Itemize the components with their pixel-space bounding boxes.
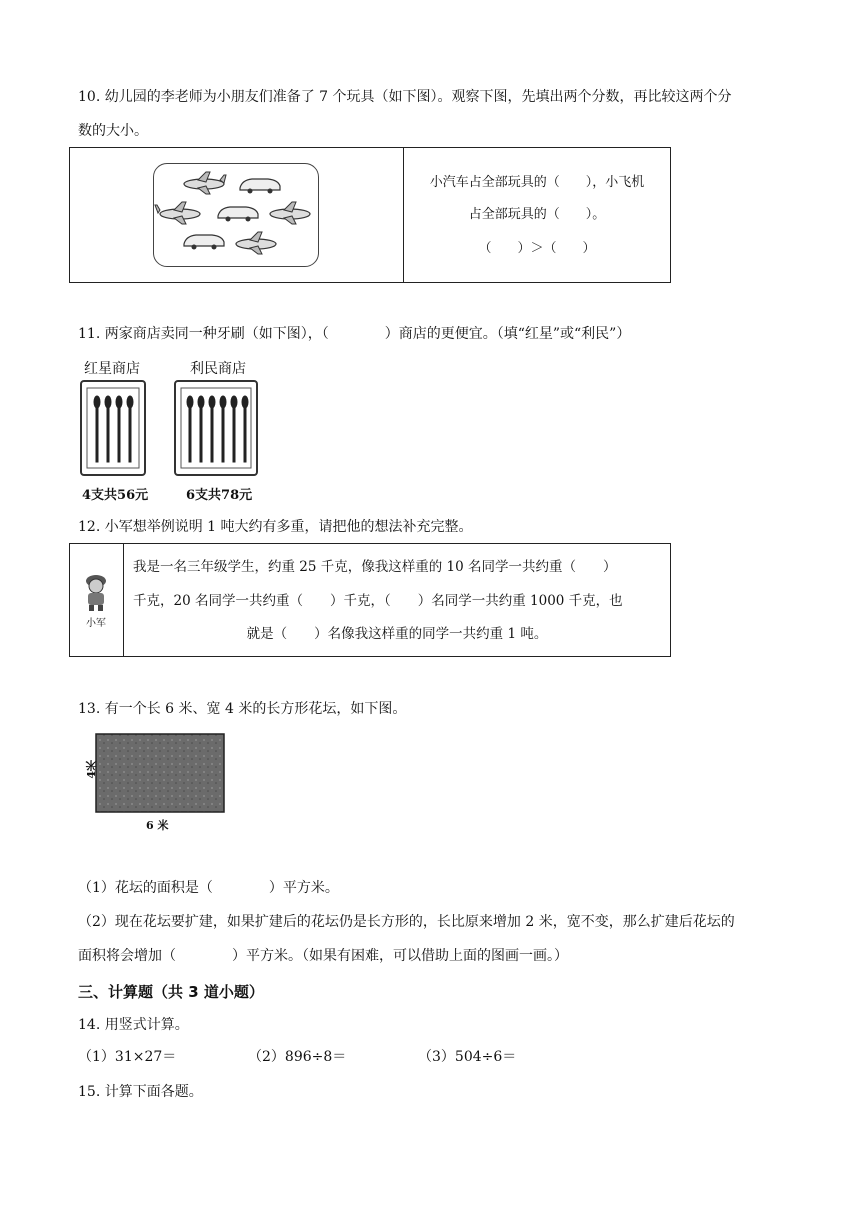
q14-item-1: （1）31×27＝ (78, 1049, 177, 1065)
q14-text-line1: 14. 用竖式计算。 (78, 1017, 189, 1033)
q15-text-line1: 15. 计算下面各题。 (78, 1084, 203, 1100)
shop2-price: 6支共78元 (186, 488, 253, 503)
toys-picture (154, 164, 320, 268)
shop2-name: 利民商店 (190, 361, 246, 377)
q12-text-1: 我是一名三年级学生，约重 25 千克，像我这样重的 10 名同学一共约重（ ） (133, 559, 617, 575)
q13-text-line1: 13. 有一个长 6 米、宽 4 米的长方形花坛，如下图。 (78, 701, 407, 717)
plane-icon (270, 202, 310, 224)
boy-icon (76, 572, 116, 612)
shop1-price: 4支共56元 (82, 488, 149, 503)
q10-text-line1: 10. 幼儿园的李老师为小朋友们准备了 7 个玩具（如下图）。观察下图，先填出两个分数，再比较这两个分 (78, 89, 732, 105)
q14-item-3: （3）504÷6＝ (418, 1049, 517, 1065)
q13-sub1: （1）花坛的面积是（ ）平方米。 (78, 880, 339, 896)
plane-icon (155, 202, 200, 224)
car-icon (240, 179, 280, 194)
q12-text-line1: 12. 小军想举例说明 1 吨大约有多重，请把他的想法补充完整。 (78, 519, 473, 535)
q13-sub2-line1: （2）现在花坛要扩建，如果扩建后的花坛仍是长方形的，长比原来增加 2 米，宽不变，那么扩建后花坛的 (78, 914, 735, 930)
toys-picture-frame (153, 163, 319, 267)
q14-item-2: （2）896÷8＝ (248, 1049, 347, 1065)
shop2-toothbrush-pack (174, 380, 258, 476)
plane-icon (236, 232, 276, 254)
q12-text-2: 千克，20 名同学一共约重（ ）千克，（ ）名同学一共约重 1000 千克，也 (133, 593, 623, 609)
flowerbed-width-label: 4米 (85, 760, 98, 779)
avatar-label: 小军 (86, 618, 106, 629)
shop1-toothbrush-pack (80, 380, 146, 476)
car-icon (218, 207, 258, 222)
car-icon (184, 235, 224, 250)
toothbrush-pack-icon (82, 382, 144, 474)
q10-right-line1: 小汽车占全部玩具的（ ），小飞机 (429, 175, 645, 190)
section3-heading: 三、计算题（共 3 道小题） (78, 983, 264, 1001)
xiaojun-avatar (76, 572, 116, 629)
toothbrush-pack-icon (176, 382, 256, 474)
q11-text-line1: 11. 两家商店卖同一种牙刷（如下图），（ ）商店的更便宜。（填“红星”或“利民”） (78, 326, 631, 342)
q10-right-line2: 占全部玩具的（ ）。 (468, 207, 606, 222)
q13-sub2-line2: 面积将会增加（ ）平方米。（如果有困难，可以借助上面的图画一画。） (78, 948, 568, 964)
q10-text-line2: 数的大小。 (78, 123, 148, 139)
flowerbed-length-label: 6 米 (146, 819, 169, 832)
shop1-name: 红星商店 (84, 361, 140, 377)
plane-icon (184, 172, 226, 194)
q10-right-line3: （ ）＞（ ） (478, 241, 596, 256)
q12-text-3: 就是（ ）名像我这样重的同学一共约重 1 吨。 (246, 626, 548, 642)
